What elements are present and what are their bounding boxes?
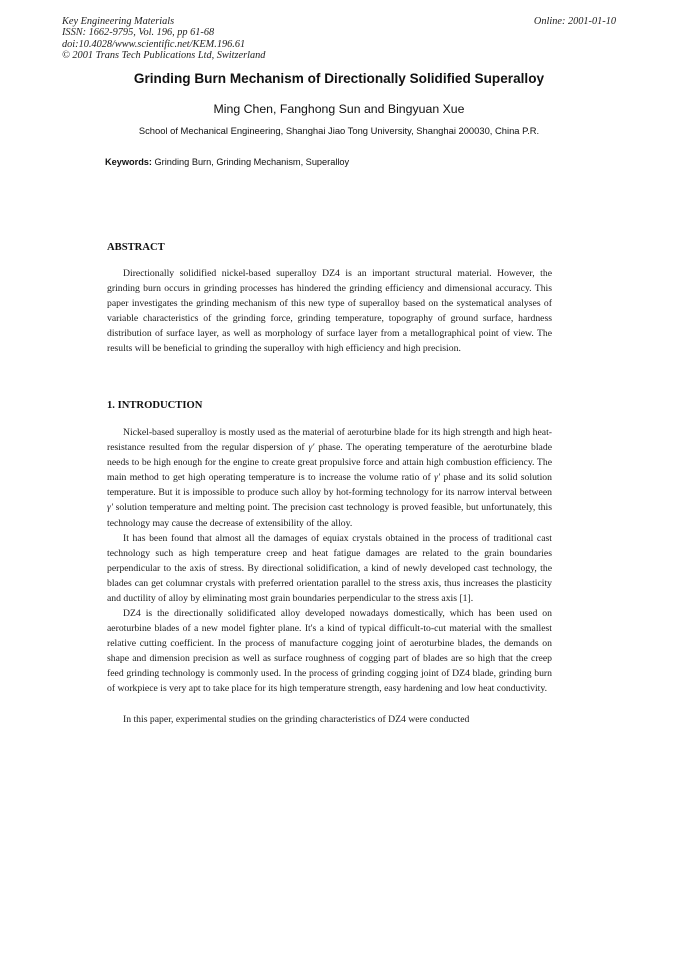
- gamma-prime-symbol: γ′: [308, 442, 315, 454]
- paper-title: Grinding Burn Mechanism of Directionally Solidified Superalloy: [133, 71, 545, 86]
- intro-paragraph-4: In this paper, experimental studies on the grinding characteristics of DZ4 were conducted: [123, 714, 470, 725]
- copyright-line: © 2001 Trans Tech Publications Ltd, Switzerland: [62, 50, 266, 62]
- doi-line: doi:10.4028/www.scientific.net/KEM.196.61: [62, 38, 246, 50]
- keywords-label: Keywords:: [105, 157, 152, 167]
- intro-p1-text-d: solution temperature and melting point. The precision cast technology is proved feasible, but unfortunately, this technology may cause the decrease of extensibility of the alloy.: [107, 502, 552, 529]
- gamma-prime-symbol: γ′: [107, 502, 113, 514]
- gamma-prime-symbol: γ′: [434, 472, 441, 484]
- abstract-heading: ABSTRACT: [107, 242, 165, 253]
- intro-paragraph-3: DZ4 is the directionally solidificated alloy developed nowadays domestically, which has been used on aeroturbine blades of a new model fighter plane. It's a kind of typical difficult-to-cut material with the smallest relative cutting coefficient. In the process of manufacture cogging joint of aeroturbine blades, the demands on shape and dimension precision as well as surface roughness of cogging part of blades are so high that the creep feed grinding technology is commonly used. In the process of grinding cogging joint of DZ4 blade, grinding burn of workpiece is very apt to take place for its high temperature strength, easy hardening and low heat conductivity.: [107, 608, 552, 695]
- online-date: Online: 2001-01-10: [533, 16, 616, 27]
- abstract-paragraph: Directionally solidified nickel-based superalloy DZ4 is an important structural material. However, the grinding burn occurs in grinding processes has hindered the grinding efficiency and dimensional accuracy. This paper investigates the grinding mechanism of this new type of superalloy based on the systematical analyses of variable characteristics of the grinding force, grinding temperature, topography of ground surface, hardness distribution of surface layer, as well as morphology of surface layer from a metallographical point of view. The results will be beneficial to grinding the superalloy with high efficiency and high precision.: [107, 268, 552, 355]
- intro-p1-text-b: phase. The operating temperature of the aeroturbine blade needs to be high enough for the engine to create great propulsive force and attain high combustion efficiency. The main method to get high operating temperature is to increase the volume ratio of: [107, 442, 552, 484]
- introduction-heading: 1. INTRODUCTION: [107, 400, 203, 411]
- issn-line: ISSN: 1662-9795, Vol. 196, pp 61-68: [62, 27, 215, 39]
- paper-authors: Ming Chen, Fanghong Sun and Bingyuan Xue: [213, 102, 465, 116]
- journal-header: [62, 16, 265, 62]
- author-affiliation: School of Mechanical Engineering, Shanghai Jiao Tong University, Shanghai 200030, China P.R.: [138, 125, 540, 136]
- keywords-text: Grinding Burn, Grinding Mechanism, Superalloy: [151, 157, 350, 167]
- intro-p1-text-a: Nickel-based superalloy is mostly used as the material of aeroturbine blade for its high strength and high heat-resistance resulted from the regular dispersion of: [107, 427, 552, 454]
- keywords-line: [105, 157, 349, 167]
- journal-name: Key Engineering Materials: [62, 16, 175, 27]
- intro-paragraph-1: [107, 425, 552, 531]
- intro-paragraph-2: It has been found that almost all the damages of equiax crystals obtained in the process of traditional cast technology such as high temperature creep and heat fatigue damages are related to the grain boundaries perpendicular to the axis of stress. By directional solidification, a kind of newly developed cast technology, the blades can get columnar crystals with preferred orientation parallel to the stress axis, thus increases the plasticity and ductility of alloy by eliminating most grain boundaries perpendicular to the stress axis [1].: [107, 533, 552, 605]
- intro-p1-text-c: phase and its solid solution temperature. But it is impossible to produce such alloy by hot-forming technology for its narrow interval between: [107, 472, 552, 499]
